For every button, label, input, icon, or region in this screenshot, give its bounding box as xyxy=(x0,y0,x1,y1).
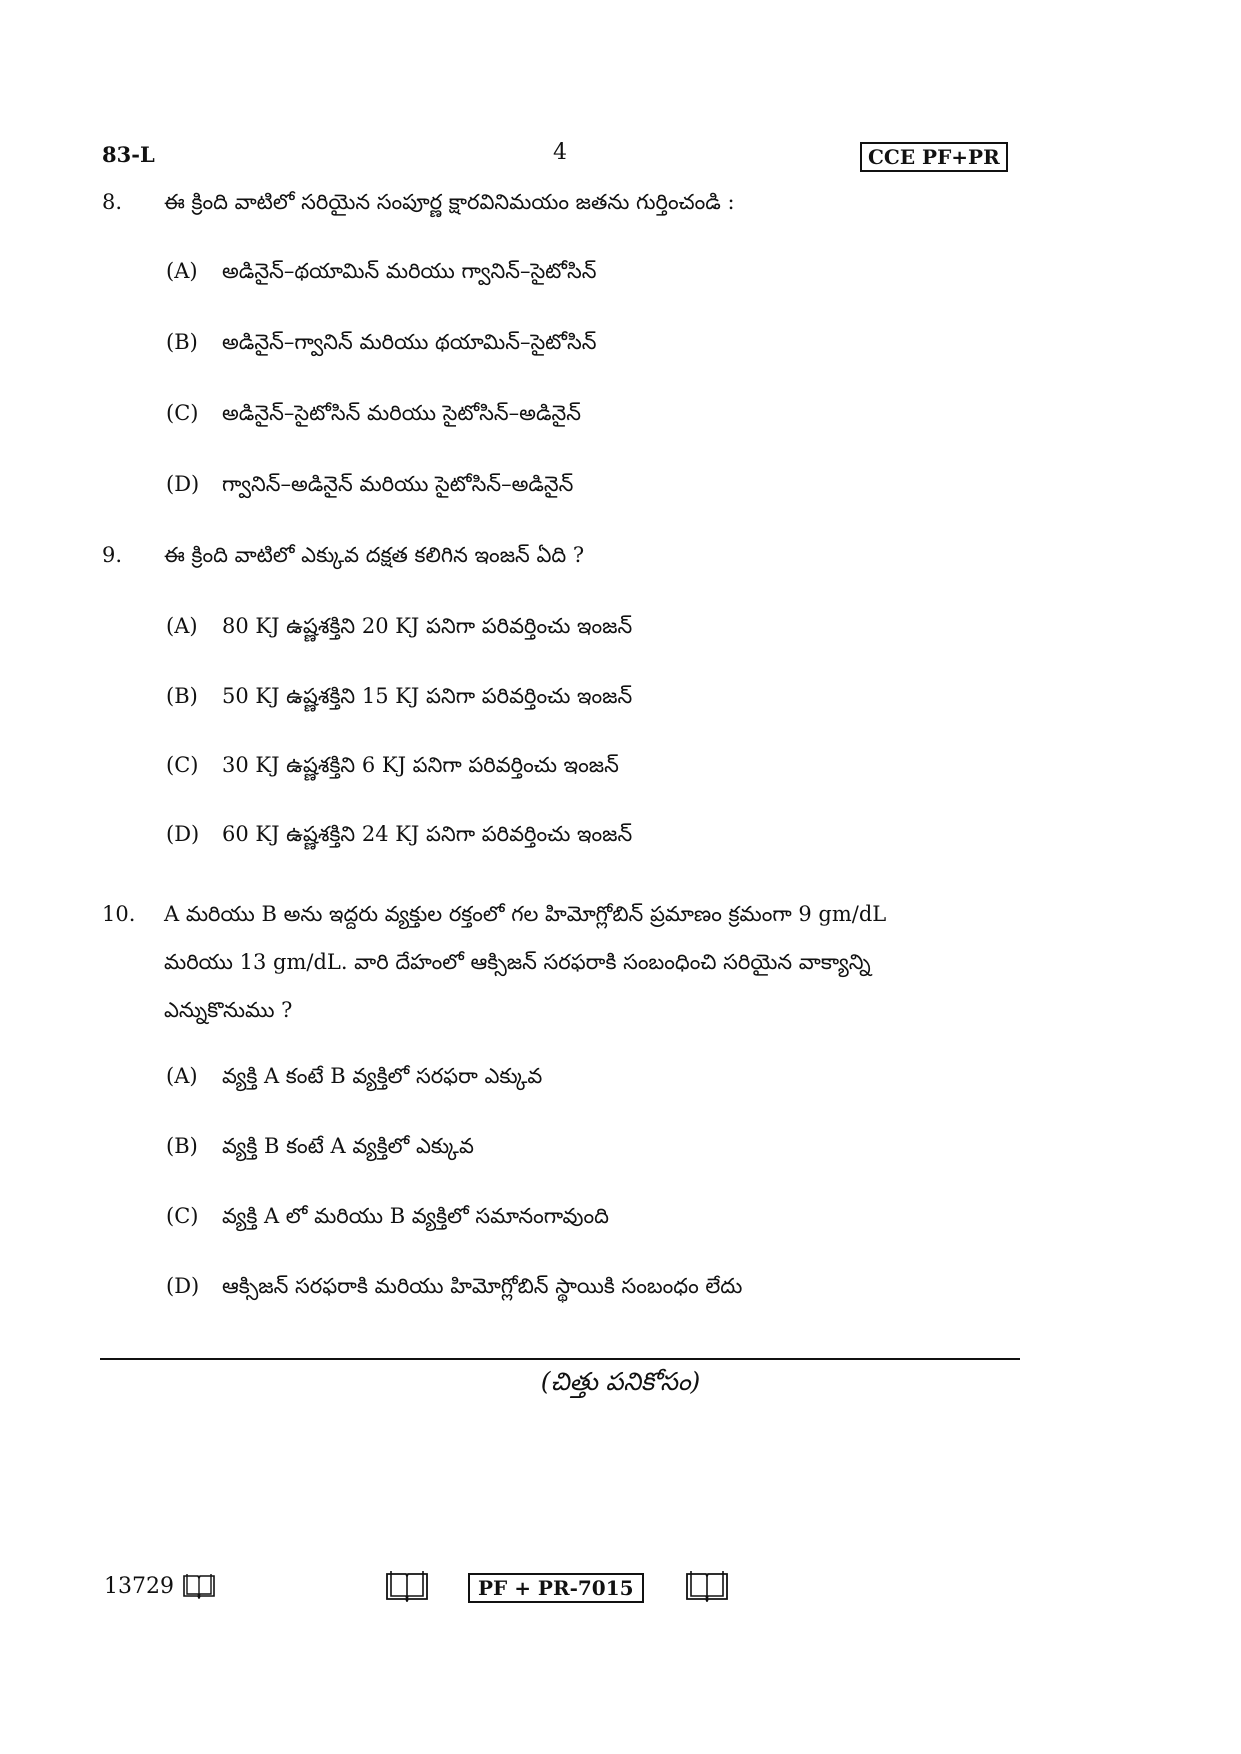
page-number: 4 xyxy=(553,140,567,165)
option xyxy=(166,1204,609,1234)
series-badge: CCE PF+PR xyxy=(860,142,1008,172)
question-text: ఈ క్రింది వాటిలో సరియైన సంపూర్ణ క్షారవినిమయం జతను గుర్తించండి : xyxy=(164,190,735,214)
option-label: (A) xyxy=(166,1064,198,1088)
option-label: (C) xyxy=(166,1204,199,1228)
option xyxy=(166,1274,742,1304)
paper-code: 83-L xyxy=(102,142,155,167)
divider xyxy=(100,1358,1020,1360)
option-text: గ్వానిన్–అడినైన్ మరియు సైటోసిన్–అడినైన్ xyxy=(222,472,574,496)
question-number: 8. xyxy=(102,190,123,214)
option-label: (B) xyxy=(166,684,198,708)
option xyxy=(166,472,573,502)
question-text xyxy=(164,890,1024,1034)
question-text: ఈ క్రింది వాటిలో ఎక్కువ దక్షత కలిగిన ఇంజన్ ఏది ? xyxy=(164,543,585,567)
footer-code: PF + PR-7015 xyxy=(468,1573,644,1603)
book-icon xyxy=(385,1570,429,1602)
option-text: 30 KJ ఉష్ణశక్తిని 6 KJ పనిగా పరివర్తించు ఇంజన్ xyxy=(222,753,619,777)
option-text: ఆక్సిజన్ సరఫరాకి మరియు హిమోగ్లోబిన్ స్థాయికి సంబంధం లేదు xyxy=(222,1274,743,1298)
question-number: 9. xyxy=(102,543,123,567)
option-text: అడినైన్–థయామిన్ మరియు గ్వానిన్–సైటోసిన్ xyxy=(222,259,597,283)
option xyxy=(166,1134,474,1164)
option-label: (C) xyxy=(166,753,199,777)
option-label: (A) xyxy=(166,614,198,638)
option-label: (D) xyxy=(166,822,200,846)
option-text: వ్యక్తి A కంటే B వ్యక్తిలో సరఫరా ఎక్కువ xyxy=(222,1064,543,1088)
option xyxy=(166,259,596,289)
option-text: అడినైన్–గ్వానిన్ మరియు థయామిన్–సైటోసిన్ xyxy=(222,330,597,354)
option-label: (C) xyxy=(166,401,199,425)
question-line: మరియు 13 gm/dL. వారి దేహంలో ఆక్సిజన్ సరఫరాకి సంబంధించి సరియైన వాక్యాన్ని xyxy=(164,950,871,974)
book-icon xyxy=(182,1573,216,1599)
option xyxy=(166,822,632,852)
option xyxy=(166,753,619,783)
option-text: వ్యక్తి B కంటే A వ్యక్తిలో ఎక్కువ xyxy=(222,1134,474,1158)
option xyxy=(166,330,596,360)
option-text: 80 KJ ఉష్ణశక్తిని 20 KJ పనిగా పరివర్తించు ఇంజన్ xyxy=(222,614,633,638)
option-label: (A) xyxy=(166,259,198,283)
question-number: 10. xyxy=(102,902,136,926)
option xyxy=(166,684,632,714)
question-line: ఎన్నుకొనుము ? xyxy=(164,998,293,1022)
option-text: అడినైన్–సైటోసిన్ మరియు సైటోసిన్–అడినైన్ xyxy=(222,401,581,425)
option-label: (B) xyxy=(166,330,198,354)
footer-serial xyxy=(104,1573,216,1599)
option xyxy=(166,1064,542,1094)
option xyxy=(166,614,632,644)
option-text: 50 KJ ఉష్ణశక్తిని 15 KJ పనిగా పరివర్తించు ఇంజన్ xyxy=(222,684,633,708)
option-label: (D) xyxy=(166,472,200,496)
option-label: (D) xyxy=(166,1274,200,1298)
serial-number: 13729 xyxy=(104,1573,174,1599)
option xyxy=(166,401,581,431)
option-label: (B) xyxy=(166,1134,198,1158)
rough-work-note: (చిత్తు పనికోసం) xyxy=(540,1367,701,1396)
option-text: వ్యక్తి A లో మరియు B వ్యక్తిలో సమానంగావుంది xyxy=(222,1204,609,1228)
question-line: A మరియు B అను ఇద్దరు వ్యక్తుల రక్తంలో గల హిమోగ్లోబిన్ ప్రమాణం క్రమంగా 9 gm/dL xyxy=(164,902,887,926)
book-icon xyxy=(685,1570,729,1602)
option-text: 60 KJ ఉష్ణశక్తిని 24 KJ పనిగా పరివర్తించు ఇంజన్ xyxy=(222,822,633,846)
